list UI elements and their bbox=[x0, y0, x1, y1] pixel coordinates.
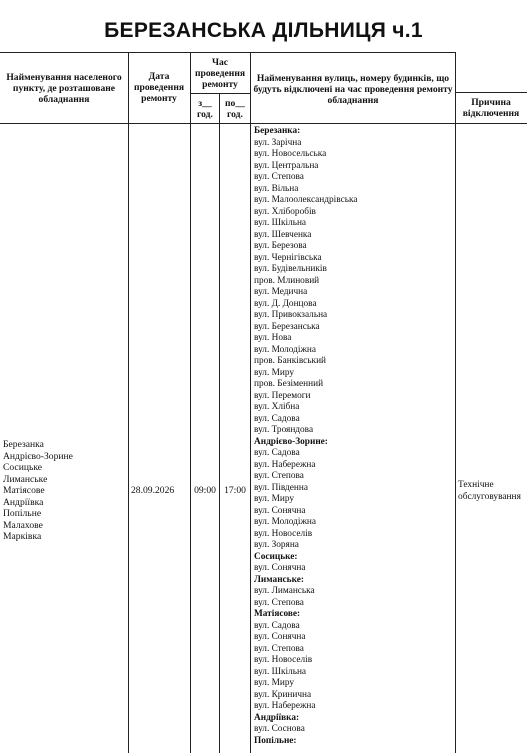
settlement-item: Сосицьке bbox=[3, 462, 43, 473]
settlement-item: Лиманське bbox=[3, 473, 48, 485]
street-item: вул. Сонячна bbox=[254, 632, 306, 642]
street-item: вул. Шевченка bbox=[254, 229, 312, 240]
time-from-header: з__ год. bbox=[197, 98, 213, 120]
village-heading: Сосицьке: bbox=[254, 551, 298, 562]
village-heading: Попільне: bbox=[254, 735, 297, 746]
time-from: 09:00 bbox=[194, 485, 216, 496]
settlement-item: Малахове bbox=[3, 519, 43, 531]
street-item: пров. Безіменний bbox=[254, 379, 324, 389]
streets-header: Найменування вулиць, номеру будинків, що будуть відключені на час проведення ремонту обладнання bbox=[253, 73, 453, 106]
column-divider-1 bbox=[128, 52, 129, 753]
settlement-item: Андріївка bbox=[3, 496, 44, 508]
streets-cell bbox=[254, 126, 454, 747]
settlement-item: Попільне bbox=[3, 508, 42, 519]
street-item: вул. Миру bbox=[254, 494, 295, 504]
village-heading: Андрієво-Зорине: bbox=[254, 436, 328, 447]
street-item: вул. Степова bbox=[254, 172, 304, 182]
street-item: вул. Зоряна bbox=[254, 540, 299, 550]
street-item: пров. Млиновий bbox=[254, 275, 320, 286]
street-item: вул. Південна bbox=[254, 482, 308, 493]
village-heading: Березанка: bbox=[254, 126, 301, 136]
time-header: Час проведення ремонту bbox=[194, 57, 246, 90]
street-item: вул. Молодіжна bbox=[254, 344, 317, 355]
reason-header-top-border bbox=[455, 92, 527, 93]
street-item: вул. Медична bbox=[254, 287, 308, 297]
settlement-item: Матіясове bbox=[3, 485, 45, 496]
street-item: вул. Степова bbox=[254, 471, 304, 481]
street-item: вул. Миру bbox=[254, 367, 295, 378]
street-item: вул. Миру bbox=[254, 678, 295, 688]
village-heading: Лиманське: bbox=[254, 574, 304, 585]
reason-cell: Технічне обслуговування bbox=[458, 480, 521, 502]
street-item: вул. Центральна bbox=[254, 160, 319, 171]
column-divider-5 bbox=[455, 52, 456, 753]
street-item: вул. Соснова bbox=[254, 724, 305, 734]
street-item: вул. Березанська bbox=[254, 321, 320, 332]
street-item: вул. Молодіжна bbox=[254, 517, 317, 527]
street-item: вул. Набережна bbox=[254, 701, 316, 711]
street-item: вул. Трояндова bbox=[254, 425, 314, 435]
date-header: Дата проведення ремонту bbox=[133, 71, 185, 104]
street-item: вул. Лиманська bbox=[254, 586, 315, 596]
column-divider-2 bbox=[190, 52, 191, 753]
street-item: вул. Степова bbox=[254, 597, 304, 608]
street-item: вул. Малоолександрівська bbox=[254, 195, 358, 205]
street-item: вул. Сонячна bbox=[254, 505, 306, 516]
street-item: вул. Кринична bbox=[254, 689, 312, 700]
street-item: вул. Садова bbox=[254, 413, 300, 424]
street-item: вул. Новосельська bbox=[254, 149, 327, 159]
street-item: вул. Садова bbox=[254, 448, 300, 458]
street-item: вул. Шкільна bbox=[254, 218, 307, 228]
page-title: БЕРЕЗАНСЬКА ДІЛЬНИЦЯ ч.1 bbox=[104, 19, 423, 42]
street-item: вул. Хліборобів bbox=[254, 206, 316, 217]
street-item: вул. Д. Донцова bbox=[254, 298, 317, 309]
street-item: вул. Степова bbox=[254, 643, 304, 654]
time-subheader-border bbox=[190, 93, 250, 94]
time-to-header: по__ год. bbox=[225, 98, 245, 120]
street-item: вул. Новоселів bbox=[254, 655, 313, 665]
street-item: вул. Хлібна bbox=[254, 402, 300, 412]
header-bottom-border bbox=[0, 123, 527, 124]
settlement-item: Березанка bbox=[3, 439, 44, 450]
time-to: 17:00 bbox=[224, 485, 246, 496]
street-item: вул. Будівельників bbox=[254, 264, 327, 274]
street-item: вул. Перемоги bbox=[254, 390, 311, 401]
village-heading: Андріївка: bbox=[254, 712, 300, 723]
street-item: вул. Зарічна bbox=[254, 137, 302, 148]
settlements-cell bbox=[3, 439, 127, 543]
repair-date: 28.09.2026 bbox=[131, 485, 175, 496]
street-item: вул. Набережна bbox=[254, 459, 316, 470]
village-heading: Матіясове: bbox=[254, 609, 301, 619]
street-item: вул. Шкільна bbox=[254, 666, 307, 677]
street-item: вул. Чернігівська bbox=[254, 252, 322, 263]
settlement-item: Марківка bbox=[3, 531, 42, 542]
street-item: пров. Банківський bbox=[254, 356, 327, 366]
settlement-item: Андрієво-Зорине bbox=[3, 450, 73, 462]
column-divider-4 bbox=[250, 52, 251, 753]
reason-header: Причина відключення bbox=[462, 97, 520, 119]
street-item: вул. Сонячна bbox=[254, 563, 306, 573]
street-item: вул. Новоселів bbox=[254, 528, 313, 539]
street-item: вул. Нова bbox=[254, 333, 292, 343]
settlement-header: Найменування населеного пункту, де розташоване обладнання bbox=[6, 72, 122, 105]
street-item: вул. Привокзальна bbox=[254, 310, 328, 320]
street-item: вул. Березова bbox=[254, 241, 307, 251]
column-divider-3 bbox=[219, 93, 220, 753]
street-item: вул. Вільна bbox=[254, 183, 299, 194]
table-border-top bbox=[0, 52, 455, 53]
street-item: вул. Садова bbox=[254, 620, 300, 631]
